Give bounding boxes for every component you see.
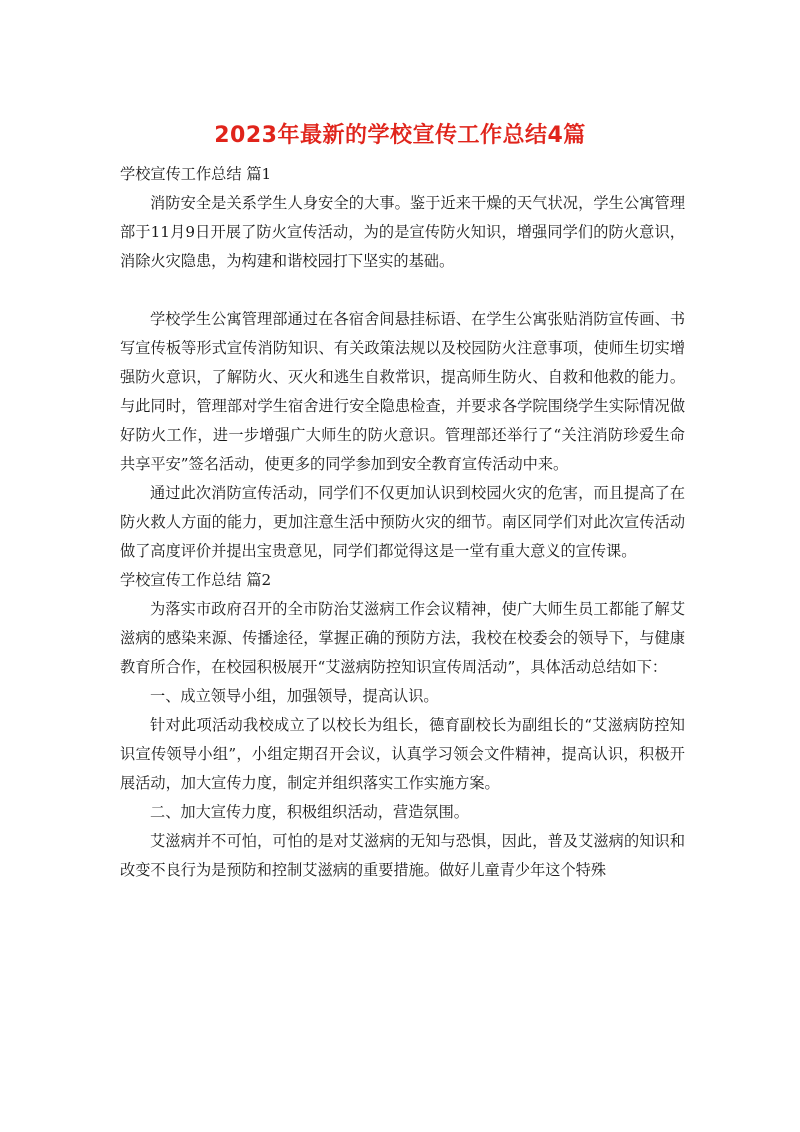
document-body (120, 160, 685, 885)
section-1-paragraph-1: 消防安全是关系学生人身安全的大事。鉴于近来干燥的天气状况，学生公寓管理部于11月9日开展了防火宣传活动，为的是宣传防火知识，增强同学们的防火意识，消除火灾隐患，为构建和谐校园打下坚实的基础。 (120, 194, 685, 270)
paragraph-spacer (120, 276, 685, 305)
section-2-heading: 学校宣传工作总结 篇2 (120, 571, 272, 589)
document-title: 2023年最新的学校宣传工作总结4篇 (214, 123, 586, 148)
section-2-paragraph-2: 一、成立领导小组，加强领导，提高认识。 (150, 687, 439, 705)
section-2-paragraph-4: 二、加大宣传力度，积极组织活动，营造氛围。 (150, 803, 469, 821)
section-1-heading: 学校宣传工作总结 篇1 (120, 165, 272, 183)
section-2-paragraph-5: 艾滋病并不可怕，可怕的是对艾滋病的无知与恐惧，因此，普及艾滋病的知识和改变不良行为是预防和控制艾滋病的重要措施。做好儿童青少年这个特殊 (120, 832, 685, 879)
section-1-paragraph-2: 学校学生公寓管理部通过在各宿舍间悬挂标语、在学生公寓张贴消防宣传画、书写宣传板等形式宣传消防知识、有关政策法规以及校园防火注意事项，使师生切实增强防火意识，了解防火、灭火和逃生自救常识，提高师生防火、自救和他救的能力。与此同时，管理部对学生宿舍进行安全隐患检查，并要求各学院围绕学生实际情况做好防火工作，进一步增强广大师生的防火意识。管理部还举行了“关注消防珍爱生命 共享平安”签名活动，使更多的同学参加到安全教育宣传活动中来。 (120, 310, 685, 473)
section-2-paragraph-1: 为落实市政府召开的全市防治艾滋病工作会议精神，使广大师生员工都能了解艾滋病的感染来源、传播途径，掌握正确的预防方法，我校在校委会的领导下，与健康教育所合作，在校园积极展开“艾滋病防控知识宣传周活动”，具体活动总结如下： (120, 600, 685, 676)
section-2-paragraph-3: 针对此项活动我校成立了以校长为组长，德育副校长为副组长的“艾滋病防控知识宣传领导小组”，小组定期召开会议，认真学习领会文件精神，提高认识，积极开展活动，加大宣传力度，制定并组织落实工作实施方案。 (120, 716, 685, 792)
section-1-paragraph-3: 通过此次消防宣传活动，同学们不仅更加认识到校园火灾的危害，而且提高了在防火救人方面的能力，更加注意生活中预防火灾的细节。南区同学们对此次宣传活动做了高度评价并提出宝贵意见，同学们都觉得这是一堂有重大意义的宣传课。 (120, 484, 685, 560)
